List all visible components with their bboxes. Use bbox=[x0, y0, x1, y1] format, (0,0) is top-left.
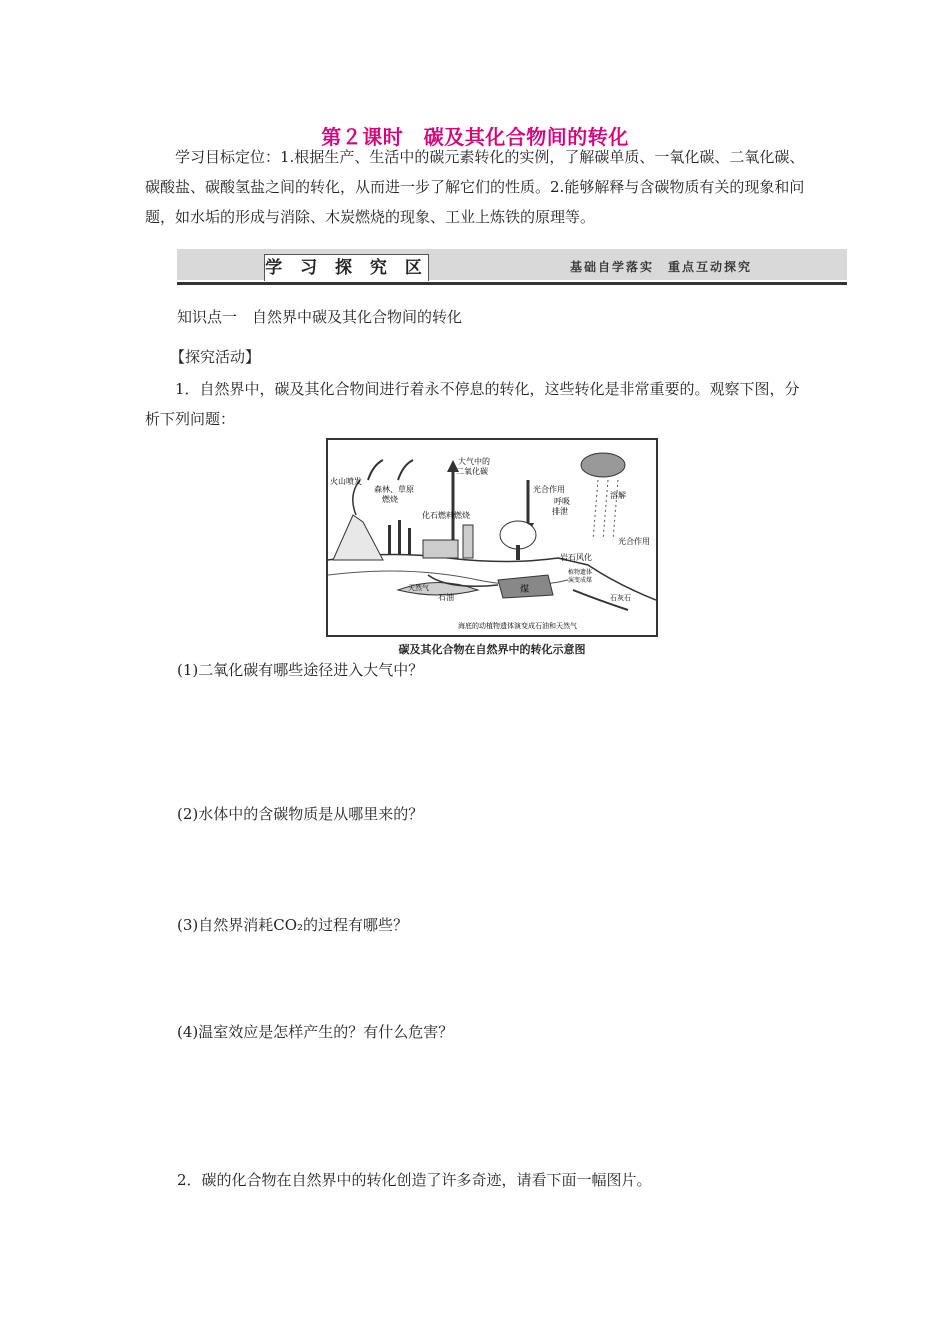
label-rock-weathering: 岩石风化 bbox=[560, 553, 592, 562]
label-respiration: 呼吸 bbox=[554, 497, 570, 506]
banner-subtitle: 基础自学落实 重点互动探究 bbox=[569, 260, 752, 274]
label-plant-remains-1: 植物遗体 bbox=[568, 569, 593, 576]
label-forest-2: 燃烧 bbox=[382, 495, 398, 504]
label-plant-remains-2: 演变成煤 bbox=[568, 577, 593, 584]
question-1: 1．自然界中，碳及其化合物间进行着永不停息的转化，这些转化是非常重要的。观察下图，分析下列问题： bbox=[145, 380, 800, 428]
label-natural-gas: 天然气 bbox=[408, 584, 429, 592]
section-banner bbox=[177, 249, 847, 285]
learning-objectives: 学习目标定位：1.根据生产、生活中的碳元素转化的实例，了解碳单质、一氧化碳、二氧化碳、碳酸盐、碳酸氢盐之间的转化，从而进一步了解它们的性质。2.能够解释与含碳物质有关的现象和问题，如水垢的形成与消除、木炭燃烧的现象、工业上炼铁的原理等。 bbox=[145, 148, 805, 226]
sub-question-1: (1)二氧化碳有哪些途径进入大气中？ bbox=[177, 661, 424, 679]
label-atmosphere-2: 二氧化碳 bbox=[456, 467, 488, 476]
carbon-cycle-figure bbox=[326, 438, 658, 637]
label-seafloor: 海底的动植物遗体演变成石油和天然气 bbox=[458, 622, 577, 630]
knowledge-point-heading: 知识点一 自然界中碳及其化合物间的转化 bbox=[177, 308, 463, 326]
banner-title: 学 习 探 究 区 bbox=[264, 254, 429, 281]
activity-label: 【探究活动】 bbox=[170, 348, 261, 366]
sub-question-4: (4)温室效应是怎样产生的？有什么危害？ bbox=[177, 1023, 454, 1041]
label-dissolve: 溶解 bbox=[610, 491, 626, 500]
label-photosynthesis-1: 光合作用 bbox=[533, 485, 565, 494]
page-title: 第２课时 碳及其化合物间的转化 bbox=[321, 125, 629, 149]
sub-question-2: (2)水体中的含碳物质是从哪里来的？ bbox=[177, 805, 424, 823]
carbon-cycle-diagram bbox=[328, 440, 656, 635]
banner-rule bbox=[177, 282, 847, 285]
label-oil: 石油 bbox=[438, 593, 454, 602]
label-photosynthesis-2: 光合作用 bbox=[618, 537, 650, 546]
sub-question-3: (3)自然界消耗CO₂的过程有哪些？ bbox=[177, 916, 409, 934]
label-limestone: 石灰石 bbox=[610, 594, 631, 602]
label-coal: 煤 bbox=[520, 585, 530, 595]
figure-caption: 碳及其化合物在自然界中的转化示意图 bbox=[398, 643, 586, 656]
label-excretion: 排泄 bbox=[552, 507, 568, 516]
label-volcano: 火山喷发 bbox=[330, 477, 362, 486]
label-forest-1: 森林、草原 bbox=[374, 485, 414, 494]
question-2: 2．碳的化合物在自然界中的转化创造了许多奇迹，请看下面一幅图片。 bbox=[177, 1171, 652, 1189]
label-atmosphere-1: 大气中的 bbox=[458, 457, 490, 466]
label-fossil-fuel: 化石燃料燃烧 bbox=[422, 511, 470, 520]
